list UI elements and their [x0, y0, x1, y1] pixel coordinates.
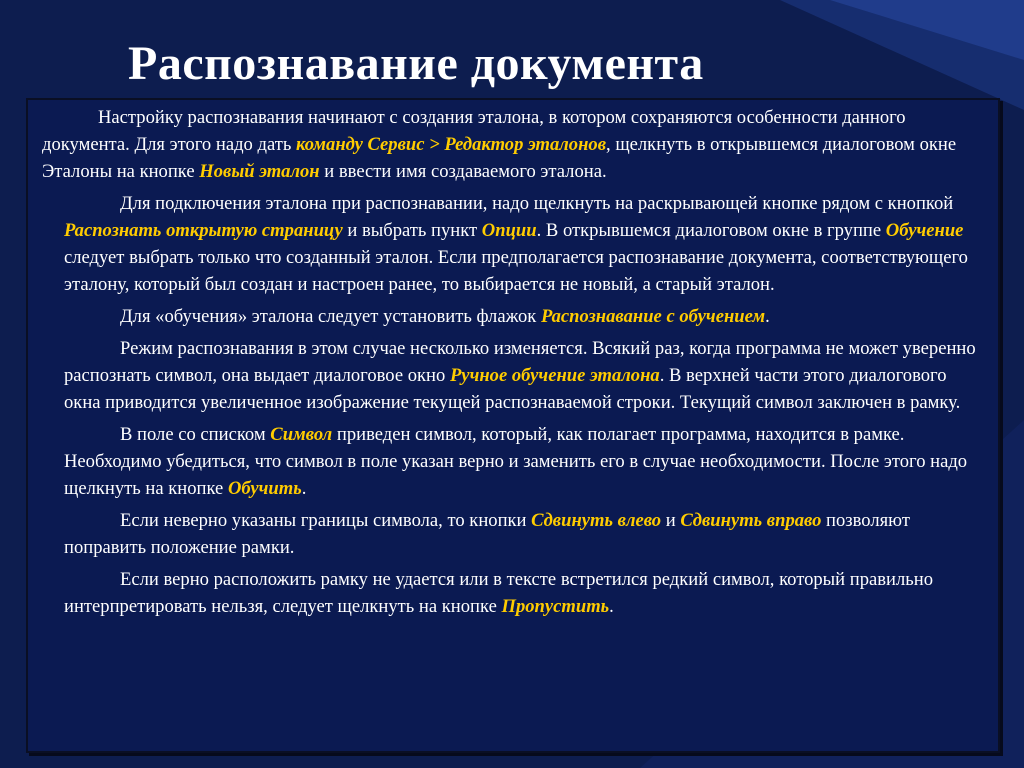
- highlighted-term: Сдвинуть влево: [531, 510, 662, 531]
- text-run: позволяют поправить положение рамки.: [64, 510, 910, 558]
- paragraph: [42, 104, 984, 185]
- text-run: Если неверно указаны границы символа, то кнопки: [120, 510, 532, 531]
- text-run: следует выбрать только что созданный эталон. Если предполагается распознавание документа, соответствующего эталону, который был создан и настроен ранее, то выбирается не новый, а старый эталон.: [64, 247, 968, 295]
- text-run: .: [301, 478, 307, 499]
- paragraph: [42, 335, 984, 416]
- text-run: Режим распознавания в этом случае несколько изменяется. Всякий раз, когда программа не может уверенно распознать символ, она выдает диалоговое окно: [64, 338, 976, 386]
- paragraph: [42, 303, 984, 330]
- content-box: [26, 98, 1000, 753]
- highlighted-term: Пропустить: [501, 596, 610, 617]
- page-title: Распознавание документа: [128, 37, 704, 90]
- text-run: Для «обучения» эталона следует установить флажок: [120, 306, 541, 327]
- highlighted-term: Обучение: [885, 220, 964, 241]
- highlighted-term: Опции: [481, 220, 537, 241]
- text-run: Если верно расположить рамку не удается или в тексте встретился редкий символ, который правильно интерпретировать нельзя, следует щелкнуть на кнопке: [64, 569, 934, 617]
- text-run: . В верхней части этого диалогового окна приводится увеличенное изображение текущей распознаваемой строки. Текущий символ заключен в рамку.: [64, 365, 961, 413]
- text-run: Для подключения эталона при распознавании, надо щелкнуть на раскрывающей кнопке рядом с кнопкой: [120, 193, 954, 214]
- text-run: приведен символ, который, как полагает программа, находится в рамке. Необходимо убедиться, что символ в поле указан верно и заменить его в случае необходимости. После этого надо щелкнуть на кнопке: [64, 424, 968, 499]
- paragraph: [42, 421, 984, 502]
- paragraph: [42, 190, 984, 298]
- highlighted-term: Сдвинуть вправо: [680, 510, 822, 531]
- text-run: и ввести имя создаваемого эталона.: [319, 161, 607, 182]
- paragraph: [42, 566, 984, 620]
- paragraph: [42, 507, 984, 561]
- text-run: . В открывшемся диалоговом окне в группе: [536, 220, 886, 241]
- highlighted-term: команду Сервис > Редактор эталонов: [295, 134, 607, 155]
- text-run: и выбрать пункт: [342, 220, 482, 241]
- highlighted-term: Новый эталон: [199, 161, 320, 182]
- highlighted-term: Обучить: [227, 478, 302, 499]
- text-run: , щелкнуть в открывшемся диалоговом окне Эталоны на кнопке: [42, 134, 957, 182]
- text-run: и: [661, 510, 681, 531]
- highlighted-term: Символ: [270, 424, 333, 445]
- highlighted-term: Распознавание с обучением: [540, 306, 766, 327]
- text-run: В поле со списком: [120, 424, 271, 445]
- highlighted-term: Распознать открытую страницу: [64, 220, 343, 241]
- highlighted-term: Ручное обучение эталона: [449, 365, 660, 386]
- text-run: Настройку распознавания начинают с создания эталона, в котором сохраняются особенности данного документа. Для этого надо дать: [42, 107, 906, 155]
- text-run: .: [765, 306, 770, 327]
- text-run: .: [609, 596, 614, 617]
